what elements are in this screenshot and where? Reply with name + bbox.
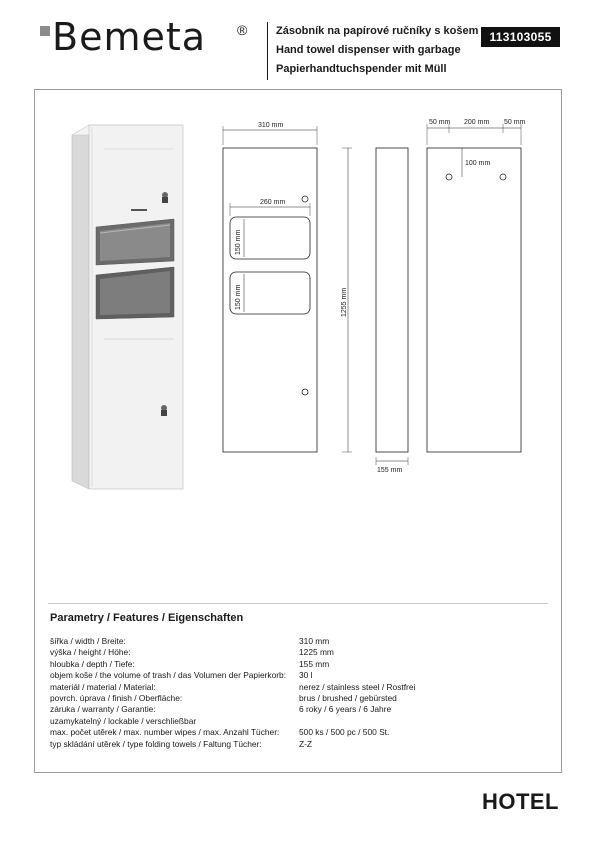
param-label: záruka / warranty / Garantie: (50, 704, 156, 715)
technical-drawing (34, 89, 562, 509)
dim-back-left: 50 mm (429, 119, 451, 126)
dim-back-hole-offset: 100 mm (465, 160, 491, 167)
back-view (427, 124, 521, 452)
title-de: Papierhandtuchspender mit Müll (276, 63, 447, 75)
param-label: výška / height / Höhe: (50, 647, 131, 658)
param-value: 6 roky / 6 years / 6 Jahre (299, 704, 392, 715)
logo-mark (40, 26, 50, 36)
dim-slot-width: 260 mm (260, 199, 286, 206)
param-value: 30 l (299, 670, 313, 681)
title-en: Hand towel dispenser with garbage (276, 44, 461, 56)
dim-back-middle: 200 mm (464, 119, 490, 126)
param-value: brus / brushed / gebürsted (299, 693, 397, 703)
param-label: šířka / width / Breite: (50, 636, 126, 646)
param-value: 310 mm (299, 636, 330, 646)
brand-logo (52, 18, 236, 65)
param-value: Z-Z (299, 738, 313, 749)
param-label: objem koše / the volume of trash / das Volumen der Papierkorb: (50, 670, 287, 681)
product-titles (276, 22, 478, 79)
param-label: materiál / material / Material: (50, 681, 156, 692)
header-separator (267, 22, 268, 80)
category-label: HOTEL (481, 789, 559, 814)
param-value: 1225 mm (299, 647, 334, 658)
param-value: nerez / stainless steel / Rostfrei (299, 681, 416, 692)
param-value: 500 ks / 500 pc / 500 St. (299, 727, 390, 738)
param-value: 155 mm (299, 658, 330, 669)
product-code: 113103055 (481, 27, 560, 47)
side-view (376, 148, 408, 465)
dim-total-height: 1255 mm (341, 287, 348, 317)
dim-side-depth: 155 mm (377, 467, 403, 474)
param-label: hloubka / depth / Tiefe: (50, 658, 135, 669)
dim-back-right: 50 mm (504, 119, 526, 126)
brand-logo-wordmark (52, 18, 236, 58)
front-view (223, 126, 352, 452)
product-image (72, 125, 183, 489)
param-label: max. počet utěrek / max. number wipes / max. Anzahl Tücher: (50, 727, 280, 738)
brand-name: Bemeta (52, 18, 207, 58)
param-label: povrch. úprava / finish / Oberfläche: (50, 693, 183, 703)
params-title: Parametry / Features / Eigenschaften (50, 612, 244, 624)
dim-slot-height-2: 150 mm (235, 284, 242, 310)
dim-slot-height-1: 150 mm (235, 229, 242, 255)
param-label: typ skládání utěrek / type folding towels / Faltung Tücher: (50, 738, 262, 749)
section-divider (48, 603, 548, 604)
dim-front-width: 310 mm (258, 122, 284, 129)
registered-mark: ® (237, 22, 248, 38)
param-label: uzamykatelný / lockable / verschließbar (50, 715, 197, 726)
title-cz: Zásobník na papírové ručníky s košem (276, 25, 479, 37)
